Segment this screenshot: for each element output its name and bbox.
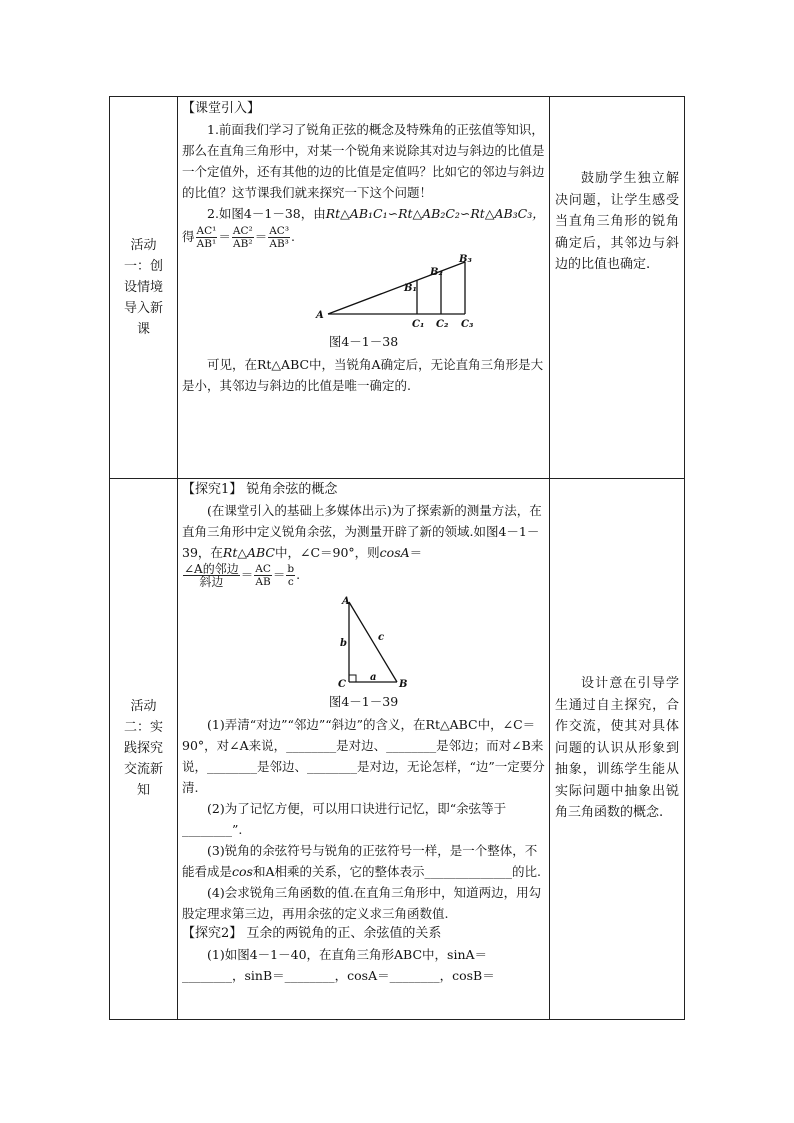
cosine-definition-paragraph xyxy=(182,500,545,563)
cosine-formula xyxy=(182,563,545,588)
label-side-b: b xyxy=(340,638,347,649)
hypotenuse-line xyxy=(328,262,465,314)
equals-sign: ＝ xyxy=(240,567,254,582)
numerator: ∠A的邻边 xyxy=(184,562,239,576)
numerator: b xyxy=(287,563,295,575)
text-span: 2.如图4－1－38，由 xyxy=(207,206,326,221)
design-note-cell xyxy=(549,478,685,1019)
denominator: AB xyxy=(255,576,271,588)
activity-label: 活动一：创设情境导入新课 xyxy=(123,238,163,337)
activity-label: 活动二：实践探究交流新知 xyxy=(123,699,163,798)
numerator: AC xyxy=(255,563,271,575)
equals-sign: ＝ xyxy=(272,567,286,582)
math-span: cos xyxy=(232,864,253,879)
activity-cell xyxy=(110,478,177,1019)
label-b2: B₂ xyxy=(430,267,443,278)
question-2: (2)为了记忆方便，可以用口诀进行记忆，即“余弦等于________”. xyxy=(182,801,507,837)
exercise-2-paragraph: (1)如图4－1－40，在直角三角形ABC中，sinA＝________，sinB＝________，cosA＝________，cosB＝ xyxy=(182,947,495,983)
numerator: AC¹ xyxy=(196,225,217,237)
design-note-cell xyxy=(549,97,685,347)
label-c3: C₃ xyxy=(461,319,474,330)
fraction xyxy=(232,225,254,250)
equals-sign: ＝ xyxy=(254,229,268,244)
figure-4-1-38 xyxy=(182,254,544,330)
fraction xyxy=(196,225,218,250)
right-angle-mark xyxy=(349,675,356,682)
figure-caption: 图4－1－39 xyxy=(328,694,399,709)
intro-paragraph: 1.前面我们学习了锐角正弦的概念及特殊角的正弦值等知识，那么在直角三角形中，对某一个锐角来说除其对边与斜边的比值是一个定值外，还有其他的边的比值是定值吗？比如它的邻边与斜边的比值？这节课我们就来探究一下这个问题！ xyxy=(182,122,545,200)
denominator: c xyxy=(287,576,294,588)
text-span: 和A相乘的关系，它的整体表示______________的比. xyxy=(252,864,541,879)
label-b: B xyxy=(399,679,408,690)
text-span: 中，∠C＝90°，则 xyxy=(274,545,380,560)
question-4: (4)会求锐角三角函数的值.在直角三角形中，知道两边，用勾股定理求第三边，再用余弦的定义求三角函数值. xyxy=(182,885,542,921)
math-span: Rt△ABC xyxy=(222,545,275,560)
math-span: Rt△AB₁C₁∽Rt△AB₂C₂∽Rt△AB₃C₃， xyxy=(325,206,545,221)
design-note: 设计意在引导学生通过自主探究，合作交流，使其对具体问题的认识从形象到抽象，训练学生能从实际问题中抽象出锐角三角函数的概念. xyxy=(555,676,679,821)
similar-triangles-line xyxy=(182,203,545,224)
text-span: 得 xyxy=(182,229,195,244)
design-note: 鼓励学生独立解决问题，让学生感受当直角三角形的锐角确定后，其邻边与斜边的比值也确定. xyxy=(555,171,679,273)
label-c: C xyxy=(338,679,346,690)
label-side-a: a xyxy=(370,672,377,683)
label-side-c: c xyxy=(378,632,385,643)
fraction xyxy=(286,563,295,588)
lesson-plan-table xyxy=(109,96,685,1020)
denominator: AB¹ xyxy=(196,238,217,250)
label-c1: C₁ xyxy=(412,319,425,330)
numerator: AC³ xyxy=(269,225,290,237)
denominator: 斜边 xyxy=(199,575,224,589)
label-c2: C₂ xyxy=(436,319,449,330)
side-ab xyxy=(349,602,397,682)
period: . xyxy=(296,567,301,582)
fraction xyxy=(268,225,290,250)
conclusion-paragraph: 可见，在Rt△ABC中，当锐角A确定后，无论直角三角形是大是小，其邻边与斜边的比值是唯一确定的. xyxy=(182,357,544,393)
equals-sign: ＝ xyxy=(218,229,231,244)
section-heading: 【课堂引入】 xyxy=(182,101,261,116)
label-b1: B₁ xyxy=(404,283,417,294)
label-a: A xyxy=(316,310,324,321)
content-cell xyxy=(177,478,549,1019)
activity-cell xyxy=(110,97,177,478)
text-span: (在课堂引入的基础上多媒体出示)为了探索新的测量方法，在直角三角形中定义锐角余弦，为测量开辟了新的领域.如图4－1－39，在 xyxy=(182,503,542,560)
content-cell xyxy=(177,97,549,478)
section-heading: 【探究2】 互余的两锐角的正、余弦值的关系 xyxy=(182,926,442,941)
figure-4-1-39 xyxy=(182,594,544,690)
question-1: (1)弄清“对边”“邻边”“斜边”的含义，在Rt△ABC中，∠C＝90°，对∠A来说，________是对边、________是邻边；而对∠B来说，________是邻边、________是对边，无论怎样，“边”一定要分清. xyxy=(182,717,545,795)
section-heading: 【探究1】 锐角余弦的概念 xyxy=(182,482,338,497)
text-span: (3)锐角的余弦符号与锐角的正弦符号一样，是一个整体，不能看成是 xyxy=(182,843,538,879)
equals-sign: ＝ xyxy=(409,545,423,560)
label-a: A xyxy=(342,596,350,607)
period: . xyxy=(291,229,296,244)
fraction xyxy=(183,563,240,588)
fraction xyxy=(254,563,272,588)
figure-caption: 图4－1－38 xyxy=(328,334,399,349)
label-b3: B₃ xyxy=(459,254,472,265)
denominator: AB² xyxy=(233,238,253,250)
denominator: AB³ xyxy=(269,238,289,250)
question-3 xyxy=(182,840,545,882)
ratio-equation xyxy=(182,225,545,250)
math-span: cosA xyxy=(379,545,410,560)
numerator: AC² xyxy=(232,225,253,237)
